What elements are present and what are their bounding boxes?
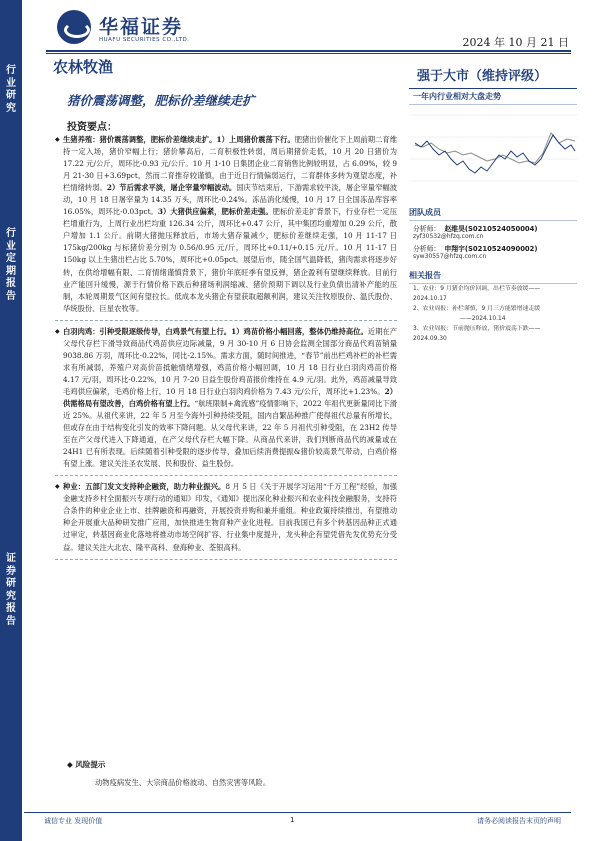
analyst-2 [413,243,538,253]
rating: 强于大市（维持评级） [417,69,548,84]
main-body [55,134,397,565]
footer-disclaimer: 请务必阅读报告末页的声明 [477,817,561,825]
pig-subhead-1: 1）上周猪价震荡下行。 [216,135,295,144]
report-date: 2024 年 10 月 21 日 [462,36,569,49]
bullet-icon: ◆ [55,327,60,335]
side-label-securities: 证券研究报告 [6,553,16,627]
divider [55,475,397,476]
chart-title: 一年内行业相对大盘走势 [409,88,577,105]
risk-heading-text: 风险提示 [75,760,106,769]
pig-subhead-2: 2）节后需求平淡，屠企宰量窄幅波动。 [106,183,237,193]
pig-subhead-3: 3）大猪供应偏紧，肥标价差走强。 [157,207,273,217]
header-divider [46,50,571,52]
paragraph-seed [55,481,397,553]
logo-mark-icon [57,10,91,44]
brand-name-en: HUAFU SECURITIES CO.,LTD. [99,37,190,43]
related-item-date: ——2024.10.14 [460,316,506,322]
divider [55,559,397,560]
brand-name: 华福证券 [99,16,184,38]
section-title: 投资要点： [67,122,117,133]
report-title: 猪价震荡调整，肥标价差继续走扩 [67,93,255,108]
bullet-icon: ◆ [67,760,76,769]
analyst-2-email[interactable]: syw30557@hfzq.com.cn [413,253,487,260]
risk-heading [67,759,105,770]
seed-heading: 种业：五部门发文支持种企融资，助力种业振兴。 [63,482,226,492]
pig-body-2: 国庆节结束后，下游需求较平淡，屠企宰量窄幅波动，10 月 18 日屠宰量为 14.35 万头，周环比-0.24%。冻品消化缓慢，10 月 17 日全国冻品库容率 16.05%，周环比-0.03pct。 [63,183,398,217]
divider [55,320,397,321]
paragraph-chicken [55,326,397,471]
related-item[interactable]: 1、农业：9 月猪企均价回调，出栏节奏放缓—— [413,286,541,292]
chicken-body-1: 近期在产父母代存栏下滑导致商品代鸡苗供应边际减量，9 月 30-10 月 6 日协会监测全国部分商品代鸡苗销量 9038.86 万羽，周环比-0.22%，同比-2.15%。需求方面，随时间推进，“春节”前出栏鸡补栏的补栏需求有所减弱，养殖户对高价苗抵触情绪增强，鸡苗价格小幅回调，10 月 18 日行业白羽肉鸡苗价格 4.17 元/羽，周环比-0.22%，10 月 7-20 日益生股份鸡苗报价维持在 4.9 元/羽。此外，鸡苗减量导致毛鸡供应偏紧，毛鸡价格上行，10 月 18 日行业白羽肉鸡价格为 7.43 元/公斤，周环比+1.23%。 [63,326,398,396]
chicken-subhead-2: 2）供需格局有望改善，白鸡价格有望上行。 [63,386,398,408]
analyst-name: 赵维昊(S0210524050004) [444,225,538,233]
analyst-role: 分析师： [413,245,441,253]
related-item[interactable]: 2、农业周报：补栏谨慎，9 月三方能繁增速走缓 [413,306,541,312]
related-item-date: 2024.09.30 [413,336,447,342]
seed-body: 8 月 5 日《关于开展学习运用“千万工程”经验，加强金融支持乡村全面振兴专项行动的通知》印发，《通知》提出深化种业振兴和农业科技金融服务，支持符合条件的种业企业上市、挂牌融资和再融资，开展投资并购和兼并重组。种业政策持续推出，有望推动种企开展重大品种研发推广应用，加快推进生物育种产业化进程。目前我国已有多个转基因品种正式通过审定，转基因商业化落地将推动市场空间扩容、行业集中度提升，龙头种企有望凭借先发优势充分受益。建议关注大北农、隆平高科、登海种业、荃银高科。 [63,482,398,552]
analyst-1 [413,223,538,233]
series-line-agri [415,135,575,173]
related-item[interactable]: 3、农业周报：节前抛压释放，猪价震荡下跌—— [413,326,541,332]
chicken-body-2: “航班限制+禽流感”疫情影响下，2022 年祖代更新量同比下滑近 25%。从祖代来讲，22 年 5 月至今海外引种持续受阻，国内自繁品种推广使得祖代总量有所增长，但或存在由于结构变化引发的效率下降问题。从父母代来讲，22 年 5 月祖代引种受阻，在 23H2 传导至在产父母代进入下降通道，在产父母代存栏大幅下降。从商品代来讲，我们判断商品代的减量或在 24H1 已有所表现。后续随着引种受限的逐步传导，叠加后续消费提振&猪价较高景气带动，白鸡价格有望上涨。建议关注圣农发展、民和股份、益生股份。 [63,398,398,469]
footer-slogan: 诚信专业 发现价值 [44,817,103,825]
industry-name: 农林牧渔 [53,58,114,76]
side-label-report-type: 行业定期报告 [6,228,16,302]
chicken-heading: 白羽肉鸡：引种受限逐级传导，白鸡景气有望上行。 [63,326,232,336]
bullet-icon: ◆ [55,136,60,143]
analyst-name: 申翔宇(S0210524090002) [444,245,538,253]
bullet-icon: ◆ [55,483,60,491]
pig-body-1: 肥猪出价催化下上周前期二育维持一定入场，猪价窄幅上行；猪价攀高后，二育积极性转弱，周后期猪价走低，10 月 20 日猪价为 17.22 元/公斤，周环比-0.93 元/公斤。10 月 1-10 日集团企业二育销售比例较明显，占 6.09%，较 9 月 21-30 日+3.69pct，然而二育推存较谨慎，由于近日行情偏弱运行，二育群体多转为观望态度，补栏情绪转弱。 [63,135,398,193]
header-divider-thin [46,53,571,54]
related-title: 相关报告 [409,270,577,284]
analyst-role: 分析师： [413,225,441,233]
relative-performance-chart [409,103,577,199]
series-line-hs300 [415,133,575,163]
team-title: 团队成员 [409,207,577,221]
footer-divider [24,812,571,813]
pig-heading: 生猪养殖：猪价震荡调整，肥标价差继续走扩。 [63,135,217,144]
sidebar [0,0,22,841]
side-label-research: 行业研究 [6,65,16,114]
brand-logo [57,10,247,48]
page-number: 1 [290,816,295,824]
related-item-date: 2024.10.17 [413,296,447,302]
risk-text: 动物疫病发生、大宗商品价格波动、自然灾害等风险。 [95,778,271,787]
paragraph-pig [55,134,397,315]
pig-body-3: 肥标价差走扩背景下，行业存栏一定压栏增重行为，上周行业出栏均重 126.34 公斤，周环比+0.47 公斤，其中集团均重增加 0.29 公斤，散户增加 1.1 公斤。前期大猪抛压释放后，市场大猪存量减少，肥标价差继续走强，10 月 11-17 日 175kg/200kg 与标猪价差分别为 0.56/0.95 元/斤，周环比+0.11/+0.15 元/斤。10 月 11-17 日 150kg 以上生猪出栏占比 5.70%，周环比+0.05pct。展望后市，随全国气温降低，猪肉需求将逐步好转，在供给增幅有限、二育情绪谨慎背景下，猪价年底旺季有望反弹，猪企盈利有望继续释放。目前行业产能回升缓慢，源于行情价格下跌后种猪场利润缩减、猪价预期下调以及行业负债出清补产能的压制，本轮周期景气区间有望拉长。低成本龙头猪企有望获取超额利润，建议关注牧原股份、温氏股份、华统股份、巨星农牧等。 [63,207,398,313]
analyst-1-email[interactable]: zyf30532@hfzq.com.cn [413,233,484,240]
chicken-subhead-1: 1）鸡苗价格小幅回落，整体仍维持高位。 [231,326,368,336]
